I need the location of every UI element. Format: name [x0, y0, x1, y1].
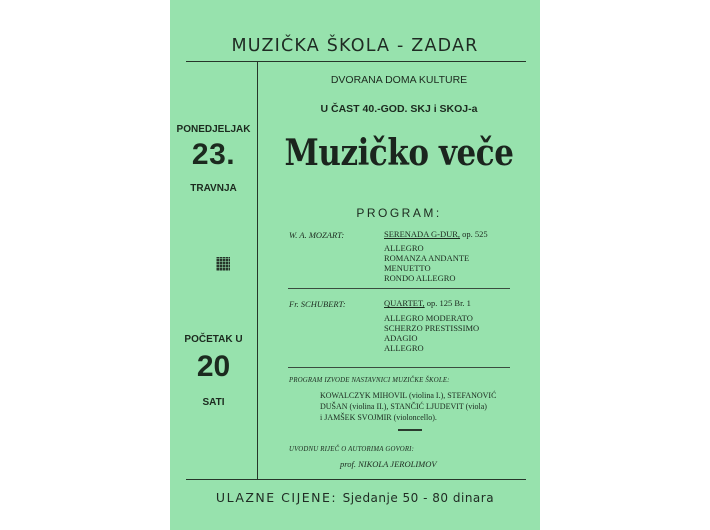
ticket-prices: [170, 490, 540, 505]
ornament-square-pattern: [216, 257, 230, 271]
day-number: 23.: [191, 138, 236, 171]
movement: SCHERZO PRESTISSIMO: [384, 323, 480, 333]
composer-mozart: W. A. MOZART:: [289, 230, 345, 240]
program-heading: PROGRAM:: [356, 206, 442, 220]
start-hour: 20: [196, 350, 231, 383]
performers-line: DUŠAN (violina II.), STANČIĆ LJUDEVIT (viola): [320, 402, 487, 411]
work-title: QUARTET,: [384, 298, 425, 308]
performers-line: i JAMŠEK SVOJMIR (violoncello).: [320, 413, 437, 422]
intro-speaker: prof. NIKOLA JEROLIMOV: [340, 459, 437, 469]
work-opus: op. 125 Br. 1: [426, 298, 471, 308]
movement: ALLEGRO MODERATO: [384, 313, 473, 323]
performers-line: KOWALCZYK MIHOVIL (violina I.), STEFANOVIĆ: [320, 391, 497, 400]
program-separator: [288, 367, 510, 368]
program-separator: [288, 288, 510, 289]
venue: DVORANA DOMA KULTURE: [330, 74, 468, 86]
vertical-divider: [257, 61, 258, 479]
movement: ALLEGRO: [384, 243, 424, 253]
intro-heading: UVODNU RIJEČ O AUTORIMA GOVORI:: [289, 446, 415, 453]
event-title: Muzičko veče: [284, 132, 514, 174]
dedication: U ČAST 40.-GOD. SKJ i SKOJ-a: [320, 103, 478, 115]
work-opus: op. 525: [462, 229, 488, 239]
footer-rule: [186, 479, 526, 480]
ornament-dash: [398, 429, 422, 431]
weekday: PONEDJELJAK: [176, 124, 251, 135]
footer-prices: Sjedanje 50 - 80 dinara: [342, 491, 495, 505]
work-title: SERENADA G-DUR,: [384, 229, 461, 239]
month: TRAVNJA: [190, 183, 237, 194]
footer-label: ULAZNE CIJENE:: [215, 490, 338, 505]
header-rule: [186, 61, 526, 62]
composer-schubert: Fr. SCHUBERT:: [289, 299, 346, 309]
movement: MENUETTO: [384, 263, 431, 273]
work-mozart: [384, 230, 488, 240]
movement: RONDO ALLEGRO: [384, 273, 456, 283]
movement: ADAGIO: [384, 333, 418, 343]
school-header: MUZIČKA ŠKOLA - ZADAR: [231, 36, 479, 56]
start-unit: SATI: [202, 397, 225, 408]
movement: ROMANZA ANDANTE: [384, 253, 470, 263]
movement: ALLEGRO: [384, 343, 424, 353]
performers-heading: PROGRAM IZVODE NASTAVNICI MUZIČKE ŠKOLE:: [289, 377, 450, 384]
concert-poster: [170, 0, 540, 530]
work-schubert: [384, 299, 471, 309]
start-label: POČETAK U: [184, 334, 243, 345]
